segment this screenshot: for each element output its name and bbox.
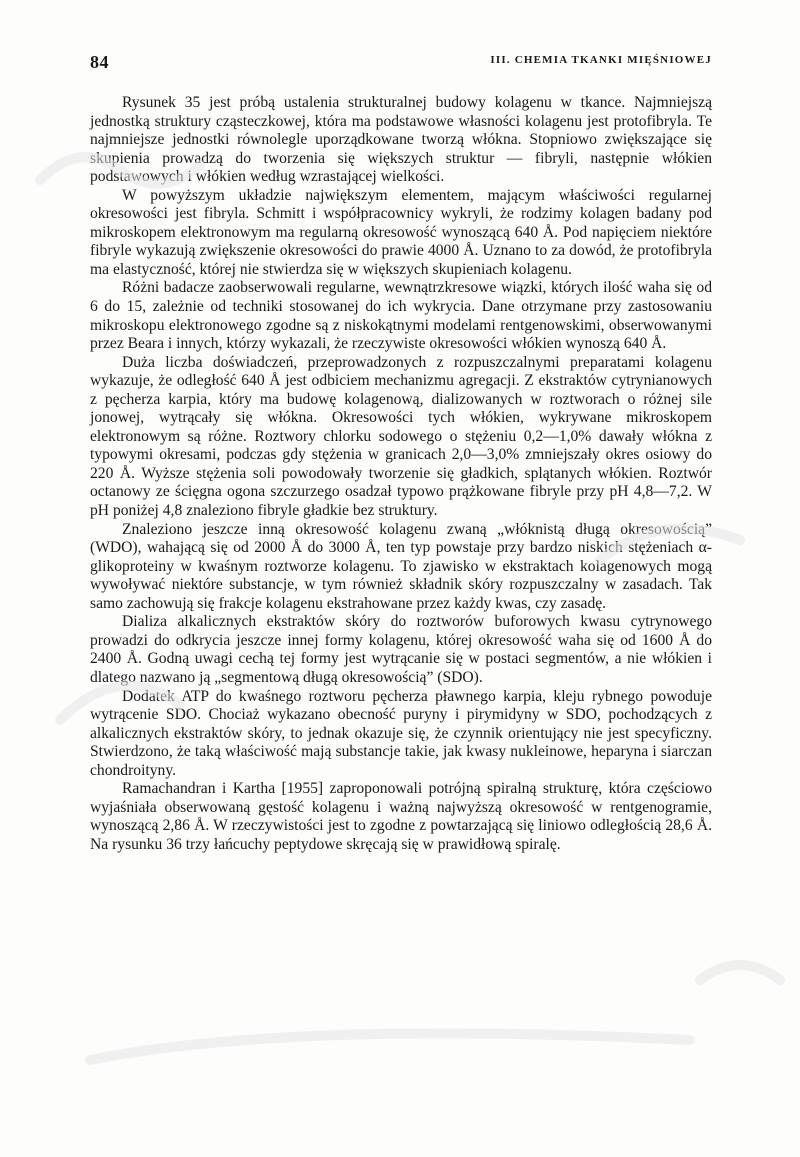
- paragraph: Dializa alkalicznych ekstraktów skóry do roztworów buforowych kwasu cytrynowego prowadzi do odkrycia jeszcze innej formy kolagenu, której okresowość waha się od 1600 Å do 2400 Å. Godną uwagi cechą tej formy jest wytrącanie się w postaci segmentów, a nie włókien i dlatego nazwano ją „segmentową długą okresowością” (SDO).: [90, 613, 712, 686]
- paragraph: W powyższym układzie największym elementem, mającym właściwości regularnej okresowości jest fibryla. Schmitt i współpracownicy wykryli, że rodzimy kolagen badany pod mikroskopem elektronowym ma regularną okresowość wynoszącą 640 Å. Pod napięciem niektóre fibryle wykazują zwiększenie okresowości do prawie 4000 Å. Uznano to za dowód, że protofibryla ma elastyczność, której nie stwierdza się w większych skupieniach kolagenu.: [90, 186, 712, 278]
- paragraph: Ramachandran i Kartha [1955] zaproponowali potrójną spiralną strukturę, która częściowo wyjaśniała obserwowaną gęstość kolagenu i ważną najwyższą okresowość w rentgenogramie, wynoszącą 2,86 Å. W rzeczywistości jest to zgodne z powtarzającą się liniowo odległością 28,6 Å. Na rysunku 36 trzy łańcuchy peptydowe skręcają się w prawidłową spiralę.: [90, 780, 712, 853]
- page-header: [90, 48, 712, 78]
- page-number: 84: [90, 52, 109, 72]
- paragraph: Znaleziono jeszcze inną okresowość kolagenu zwaną „włóknistą długą okresowością” (WDO), wahającą się od 2000 Å do 3000 Å, ten typ powstaje przy bardzo niskich stężeniach α-glikoproteiny w kwaśnym roztworze kolagenu. To zjawisko w ekstraktach kolagenowych mogą wywoływać niektóre substancje, w tym również składnik skóry rozpuszczalny w zasadach. Tak samo zachowują się frakcje kolagenu ekstrahowane przez każdy kwas, czy zasadę.: [90, 520, 712, 612]
- paragraph: Duża liczba doświadczeń, przeprowadzonych z rozpuszczalnymi preparatami kolagenu wykazuje, że odległość 640 Å jest odbiciem mechanizmu agregacji. Z ekstraktów cytrynianowych z pęcherza karpia, który ma budowę kolagenową, dializowanych w roztworach o różnej sile jonowej, wytrącały się włókna. Okresowości tych włókien, wykrywane mikroskopem elektronowym są różne. Roztwory chlorku sodowego o stężeniu 0,2—1,0% dawały włókna z typowymi okresami, podczas gdy stężenia w granicach 2,0—3,0% zmniejszały okres osiowy do 220 Å. Wyższe stężenia soli powodowały tworzenie się gładkich, splątanych włókien. Roztwór octanowy ze ścięgna ogona szczurzego osadzał typowo prążkowane fibryle przy pH 4,8—7,2. W pH poniżej 4,8 znaleziono fibryle gładkie bez struktury.: [90, 353, 712, 520]
- body-text: [90, 94, 712, 854]
- running-title: III. CHEMIA TKANKI MIĘŚNIOWEJ: [490, 54, 712, 66]
- paragraph: Różni badacze zaobserwowali regularne, wewnątrzkresowe wiązki, których ilość waha się od 6 do 15, zależnie od techniki stosowanej do ich wykrycia. Dane otrzymane przy zastosowaniu mikroskopu elektronowego zgodne są z niskokątnymi modelami rentgenowskimi, obserwowanymi przez Beara i innych, którzy wykazali, że rzeczywiste okresowości włókien wynoszą 640 Å.: [90, 279, 712, 353]
- paragraph: Dodatek ATP do kwaśnego roztworu pęcherza pławnego karpia, kleju rybnego powoduje wytrącenie SDO. Chociaż wykazano obecność puryny i pirymidyny w SDO, pochodzących z alkalicznych ekstraktów skóry, to jednak okazuje się, że czynnik orientujący nie jest specyficzny. Stwierdzono, że taką właściwość mają substancje takie, jak kwasy nukleinowe, heparyna i siarczan chondroityny.: [90, 687, 712, 779]
- paragraph: Rysunek 35 jest próbą ustalenia strukturalnej budowy kolagenu w tkance. Najmniejszą jednostką struktury cząsteczkowej, która ma podstawowe własności kolagenu jest protofibryla. Te najmniejsze jednostki równolegle uporządkowane tworzą włókna. Stopniowo zwiększające się skupienia prowadzą do tworzenia się większych struktur — fibryli, następnie włókien podstawowych i włókien według wzrastającej wielkości.: [90, 94, 712, 186]
